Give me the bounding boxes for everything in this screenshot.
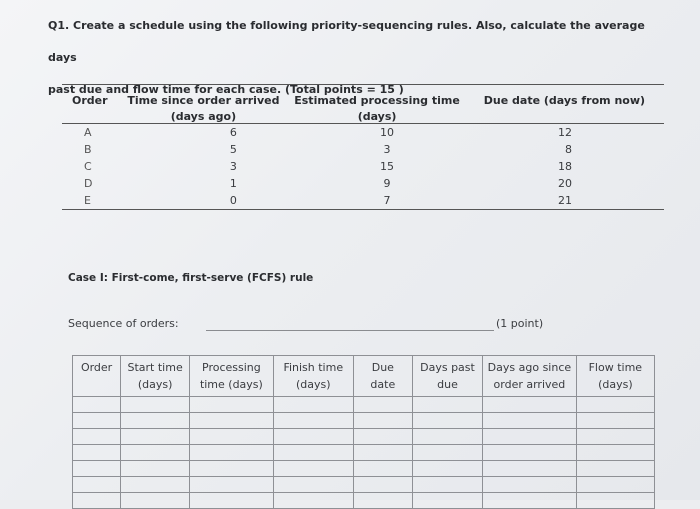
table-row — [62, 141, 664, 158]
header-time-since-unit: (days ago) — [118, 107, 290, 124]
table-row — [73, 445, 655, 461]
blank-cell[interactable] — [412, 461, 482, 477]
blank-cell[interactable] — [353, 397, 412, 413]
schedule-header-start-time: Start time (days) — [121, 356, 190, 397]
blank-cell[interactable] — [121, 445, 190, 461]
blank-cell[interactable] — [273, 461, 353, 477]
processing-cell: 9 — [383, 177, 391, 190]
blank-cell[interactable] — [121, 477, 190, 493]
processing-cell: 7 — [289, 192, 465, 210]
time-since-cell: 6 — [229, 126, 237, 139]
blank-cell[interactable] — [576, 493, 654, 509]
blank-cell[interactable] — [353, 413, 412, 429]
table-row — [73, 477, 655, 493]
time-since-cell: 3 — [229, 160, 237, 173]
blank-cell[interactable] — [73, 429, 121, 445]
time-since-cell: 1 — [229, 177, 237, 190]
schedule-header-due-date: Due date — [353, 356, 412, 397]
blank-cell[interactable] — [412, 429, 482, 445]
blank-cell[interactable] — [483, 397, 577, 413]
blank-cell[interactable] — [273, 429, 353, 445]
blank-cell[interactable] — [121, 493, 190, 509]
blank-cell[interactable] — [483, 413, 577, 429]
blank-cell[interactable] — [483, 461, 577, 477]
table-row — [62, 124, 664, 142]
order-id: B — [84, 143, 92, 156]
due-cell: 20 — [558, 177, 572, 190]
blank-cell[interactable] — [190, 413, 274, 429]
blank-cell[interactable] — [483, 477, 577, 493]
blank-cell[interactable] — [576, 413, 654, 429]
schedule-header-finish-time: Finish time (days) — [273, 356, 353, 397]
table-row — [62, 158, 664, 175]
blank-cell[interactable] — [412, 493, 482, 509]
blank-cell[interactable] — [576, 429, 654, 445]
header-processing-unit: (days) — [289, 107, 465, 124]
due-cell: 8 — [565, 143, 572, 156]
blank-cell[interactable] — [576, 397, 654, 413]
case-1-title: Case I: First-come, first-serve (FCFS) rule — [68, 272, 314, 284]
blank-cell[interactable] — [273, 445, 353, 461]
fcfs-schedule-table — [72, 355, 655, 509]
order-id: C — [84, 160, 92, 173]
time-since-cell: 0 — [118, 192, 290, 210]
blank-cell[interactable] — [190, 493, 274, 509]
blank-cell[interactable] — [190, 477, 274, 493]
blank-cell[interactable] — [73, 493, 121, 509]
blank-cell[interactable] — [483, 493, 577, 509]
blank-cell[interactable] — [483, 429, 577, 445]
blank-cell[interactable] — [73, 397, 121, 413]
table-row — [73, 397, 655, 413]
blank-cell[interactable] — [190, 461, 274, 477]
order-id: E — [62, 192, 118, 210]
blank-cell[interactable] — [576, 445, 654, 461]
processing-cell: 15 — [380, 160, 395, 173]
blank-cell[interactable] — [121, 397, 190, 413]
table-row — [62, 175, 664, 192]
header-order: Order — [62, 85, 118, 108]
table-row — [73, 429, 655, 445]
sequence-label: Sequence of orders: — [68, 317, 179, 330]
due-cell: 21 — [465, 192, 664, 210]
blank-cell[interactable] — [73, 461, 121, 477]
schedule-header-days-past-due: Days past due — [412, 356, 482, 397]
blank-cell[interactable] — [190, 445, 274, 461]
blank-cell[interactable] — [353, 445, 412, 461]
blank-cell[interactable] — [412, 445, 482, 461]
order-id: D — [84, 177, 93, 190]
table-row — [62, 192, 664, 210]
blank-cell[interactable] — [353, 493, 412, 509]
due-cell: 12 — [558, 126, 572, 139]
blank-cell[interactable] — [121, 413, 190, 429]
schedule-header-days-ago: Days ago since order arrived — [483, 356, 577, 397]
orders-table — [62, 84, 664, 210]
table-row — [73, 413, 655, 429]
blank-cell[interactable] — [273, 493, 353, 509]
schedule-header-processing: Processing time (days) — [190, 356, 274, 397]
schedule-header-flow-time: Flow time (days) — [576, 356, 654, 397]
blank-cell[interactable] — [73, 413, 121, 429]
header-processing: Estimated processing time — [289, 85, 465, 108]
header-time-since: Time since order arrived — [118, 85, 290, 108]
due-cell: 18 — [558, 160, 572, 173]
blank-cell[interactable] — [412, 397, 482, 413]
blank-cell[interactable] — [190, 429, 274, 445]
sequence-answer-line[interactable] — [206, 330, 494, 331]
blank-cell[interactable] — [353, 429, 412, 445]
time-since-cell: 5 — [229, 143, 237, 156]
question-title-line-1: Q1. Create a schedule using the following priority-sequencing rules. Also, calculate the average days — [48, 19, 645, 64]
blank-cell[interactable] — [190, 397, 274, 413]
processing-cell: 3 — [383, 143, 391, 156]
blank-cell[interactable] — [353, 477, 412, 493]
blank-cell[interactable] — [412, 477, 482, 493]
blank-cell[interactable] — [273, 413, 353, 429]
blank-cell[interactable] — [273, 477, 353, 493]
blank-cell[interactable] — [121, 429, 190, 445]
processing-cell: 10 — [380, 126, 395, 139]
blank-cell[interactable] — [412, 413, 482, 429]
table-row — [73, 461, 655, 477]
blank-cell[interactable] — [576, 477, 654, 493]
blank-cell[interactable] — [483, 445, 577, 461]
header-due-date: Due date (days from now) — [465, 85, 664, 108]
table-row — [73, 493, 655, 509]
schedule-header-order: Order — [73, 356, 121, 397]
sequence-points: (1 point) — [496, 317, 544, 330]
blank-cell[interactable] — [73, 445, 121, 461]
question-title-line-2: past due and flow time for each case. (Total points = 15 ) — [48, 83, 404, 96]
blank-cell[interactable] — [273, 397, 353, 413]
blank-cell[interactable] — [576, 461, 654, 477]
blank-cell[interactable] — [73, 477, 121, 493]
blank-cell[interactable] — [121, 461, 190, 477]
blank-cell[interactable] — [353, 461, 412, 477]
order-id: A — [84, 126, 92, 139]
